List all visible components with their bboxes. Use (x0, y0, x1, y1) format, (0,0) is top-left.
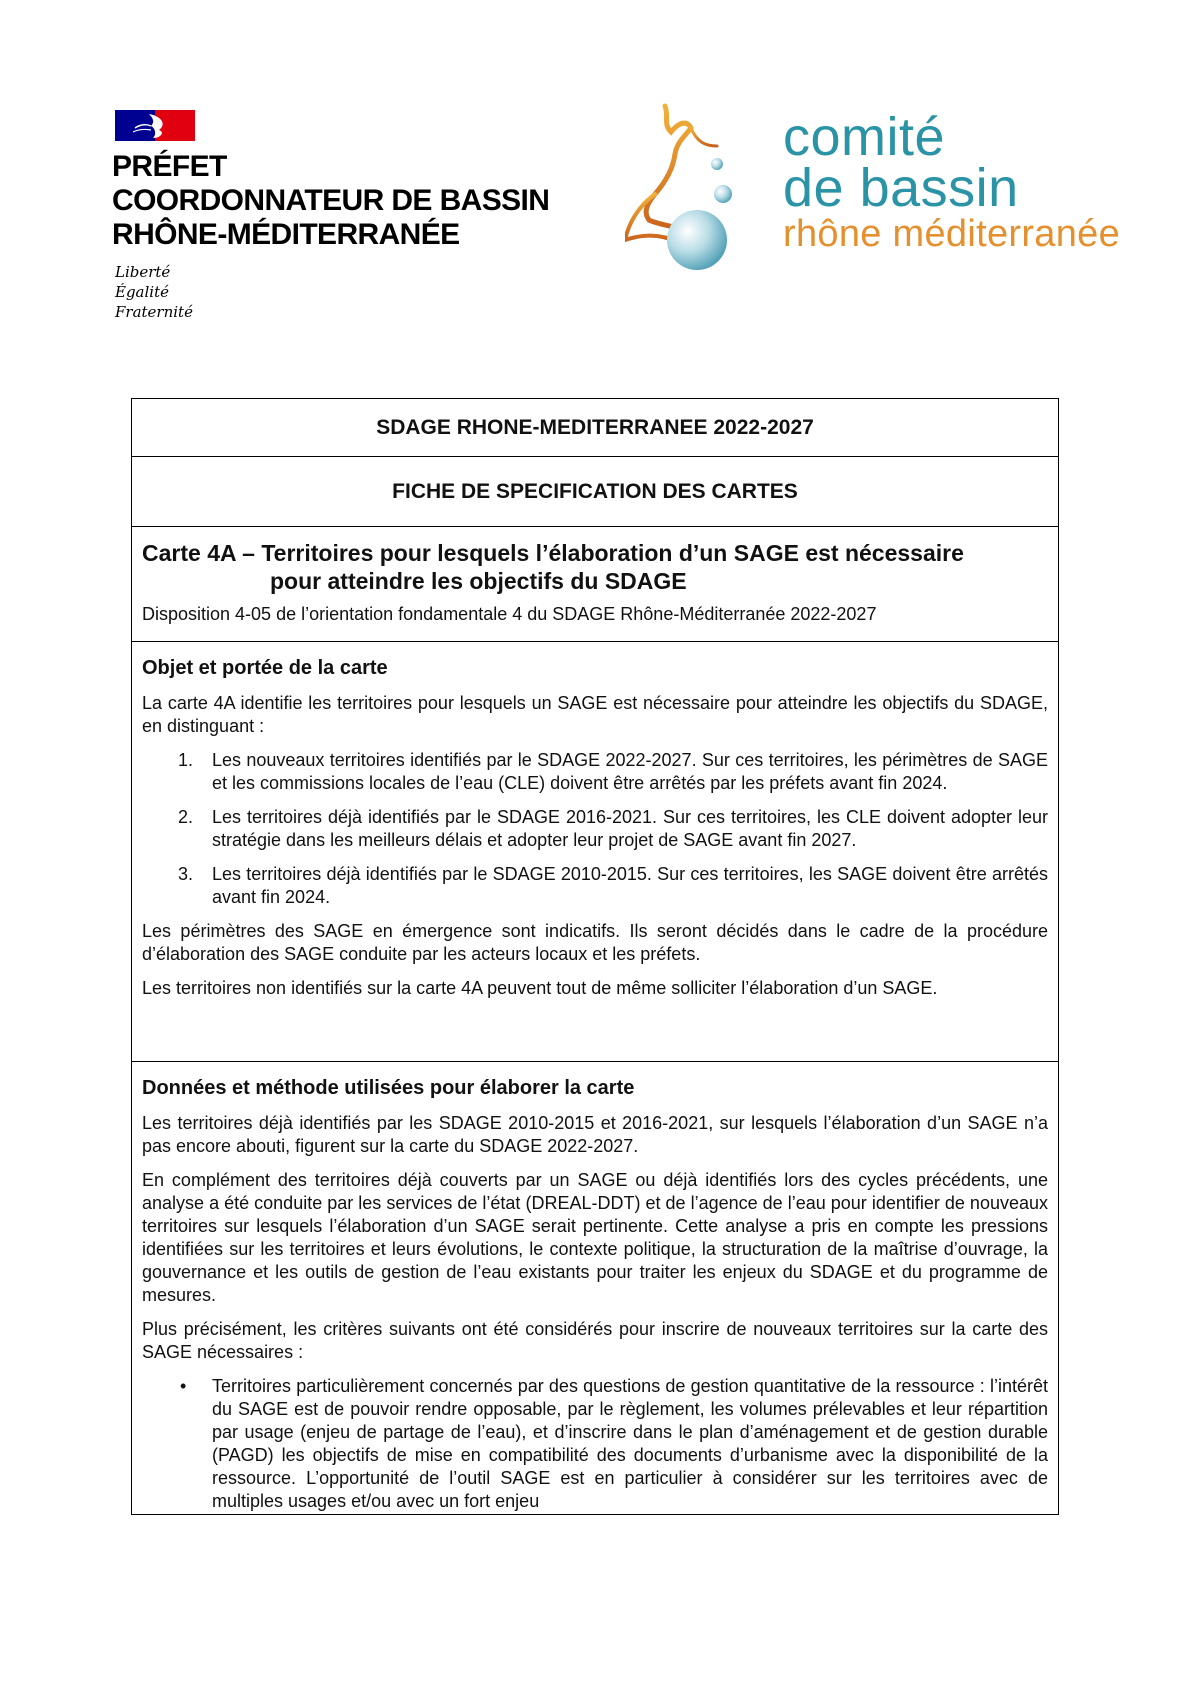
objet-paragraph-2: Les périmètres des SAGE en émergence sont indicatifs. Ils seront décidés dans le cadre de la procédure d’élaboration des SAGE conduite par les acteurs locaux et les préfets. (142, 921, 1048, 964)
prefect-line-1: PRÉFET (112, 150, 227, 183)
motto-liberte: Liberté (115, 263, 171, 281)
carte-title (142, 539, 1048, 595)
list-number: 3. (178, 864, 194, 884)
committee-logo-line-2: de bassin (783, 158, 1019, 218)
prefect-line-2: COORDONNATEUR DE BASSIN (112, 184, 550, 217)
list-number: 1. (178, 750, 194, 770)
sheet-subtitle: FICHE DE SPECIFICATION DES CARTES (132, 457, 1058, 527)
list-number: 2. (178, 807, 194, 827)
criteria-list (142, 1375, 1048, 1513)
committee-logo-line-3: rhône méditerranée (783, 213, 1121, 255)
section-objet (132, 642, 1058, 1062)
donnees-paragraph-2: En complément des territoires déjà couverts par un SAGE ou déjà identifiés lors des cycles précédents, une analyse a été conduite par les services de l’état (DREAL-DDT) et de l’agence de l’eau pour identifier de nouveaux territoires sur lesquels l’élaboration d’un SAGE serait pertinente. Cette analyse a pris en compte les pressions identifiées sur les territoires et leurs évolutions, le contexte politique, la structuration de la maîtrise d’ouvrage, la gouvernance et les outils de gestion de l’eau existants pour traiter les enjeux du SDAGE et du programme de mesures. (142, 1170, 1048, 1305)
list-item (142, 1375, 1048, 1513)
prefect-title (112, 150, 549, 252)
specification-sheet (131, 398, 1059, 1515)
carte-title-line-1: Carte 4A – Territoires pour lesquels l’élaboration d’un SAGE est nécessaire (142, 540, 964, 566)
list-text: Les territoires déjà identifiés par le SDAGE 2010-2015. Sur ces territoires, les SAGE doivent être arrêtés avant fin 2024. (212, 864, 1048, 907)
section-donnees-heading: Données et méthode utilisées pour élaborer la carte (142, 1077, 635, 1099)
donnees-paragraph-3: Plus précisément, les critères suivants ont été considérés pour inscrire de nouveaux territoires sur la carte des SAGE nécessaires : (142, 1319, 1048, 1362)
committee-logo-text (783, 107, 1121, 255)
carte-title-line-2: pour atteindre les objectifs du SDAGE (270, 568, 687, 594)
objet-paragraph-3: Les territoires non identifiés sur la carte 4A peuvent tout de même solliciter l’élaboration d’un SAGE. (142, 978, 938, 998)
list-item (142, 863, 1048, 909)
committee-logo-mark (625, 102, 775, 274)
donnees-paragraph-1: Les territoires déjà identifiés par les SDAGE 2010-2015 et 2016-2021, sur lesquels l’élaboration d’un SAGE n’a pas encore abouti, figurent sur la carte du SDAGE 2022-2027. (142, 1113, 1048, 1156)
motto-egalite: Égalité (115, 283, 169, 301)
prefect-line-3: RHÔNE-MÉDITERRANÉE (112, 218, 460, 251)
marianne-logo (115, 110, 195, 141)
list-text: Territoires particulièrement concernés par des questions de gestion quantitative de la ressource : l’intérêt du SAGE est de pouvoir rendre opposable, par le règlement, les volumes prélevables et leur répartition par usage (enjeu de partage de l’eau), et d’inscrire dans le plan d’aménagement et de gestion durable (PAGD) les objectifs de mise en compatibilité des documents d’urbanisme avec la disponibilité de la ressource. L’opportunité de l’outil SAGE est en particulier à considérer sur les territoires avec de multiples usages et/ou avec un fort enjeu (212, 1376, 1048, 1511)
list-item (142, 806, 1048, 852)
section-objet-heading: Objet et portée de la carte (142, 657, 388, 679)
section-donnees (132, 1062, 1058, 1513)
objet-numbered-list (142, 749, 1048, 909)
motto-fraternite: Fraternité (115, 303, 193, 321)
committee-logo-line-1: comité (783, 107, 946, 167)
list-text: Les nouveaux territoires identifiés par le SDAGE 2022-2027. Sur ces territoires, les périmètres de SAGE et les commissions locales de l’eau (CLE) doivent être arrêtés par les préfets avant fin 2024. (212, 750, 1048, 793)
disposition-reference: Disposition 4-05 de l’orientation fondamentale 4 du SDAGE Rhône-Méditerranée 2022-2027 (142, 604, 877, 624)
bullet-dot: • (180, 1376, 187, 1396)
carte-header (132, 527, 1058, 642)
objet-intro: La carte 4A identifie les territoires pour lesquels un SAGE est nécessaire pour atteindre les objectifs du SDAGE, en distinguant : (142, 693, 1048, 736)
sheet-title: SDAGE RHONE-MEDITERRANEE 2022-2027 (132, 399, 1058, 457)
list-text: Les territoires déjà identifiés par le SDAGE 2016-2021. Sur ces territoires, les CLE doivent adopter leur stratégie dans les meilleurs délais et adopter leur projet de SAGE avant fin 2027. (212, 807, 1048, 850)
list-item (142, 749, 1048, 795)
republic-motto (115, 262, 193, 322)
